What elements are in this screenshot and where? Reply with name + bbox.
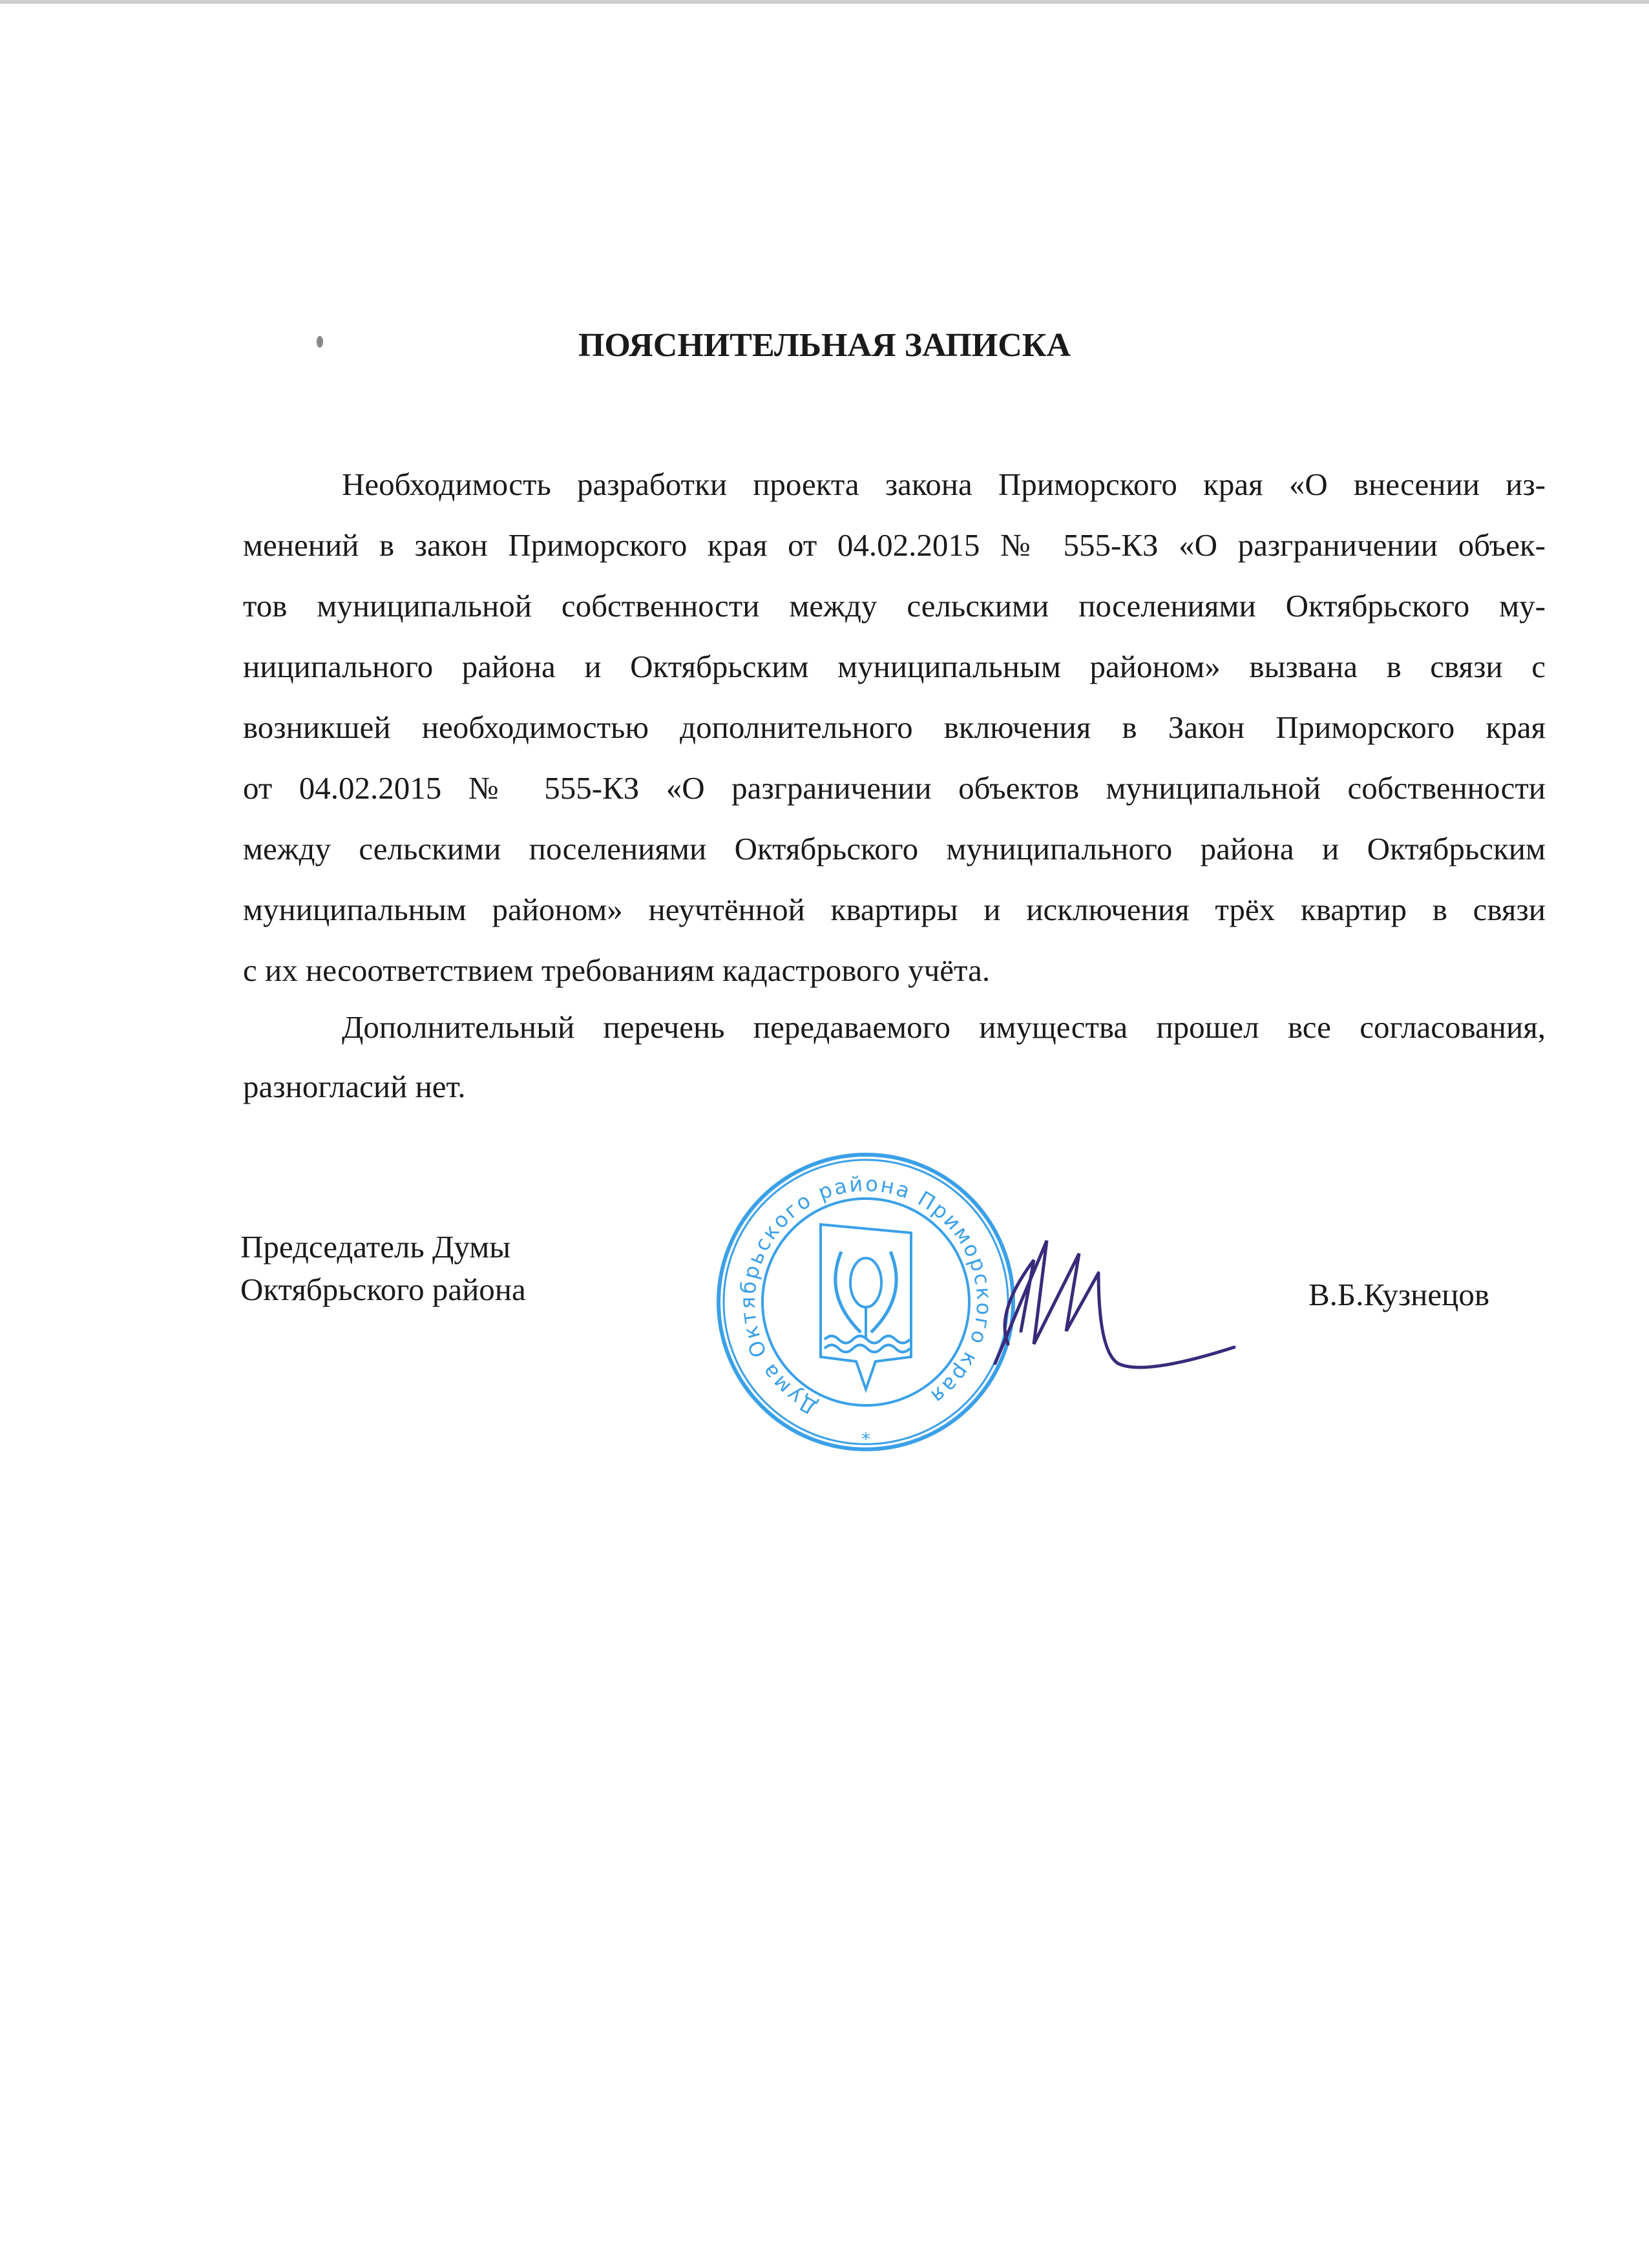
handwritten-signature bbox=[969, 1215, 1260, 1383]
stamp-text: Дума Октябрьского района Приморского края bbox=[735, 1171, 997, 1420]
text-line: муниципальным районом» неучтённой квартиры и исключения трёх квартир в связи bbox=[243, 892, 1546, 927]
text-line: между сельскими поселениями Октябрьского муниципального района и Октябрьским bbox=[243, 831, 1546, 866]
text-line: Необходимость разработки проекта закона Приморского края «О внесении из- bbox=[342, 467, 1546, 502]
text-line: менений в закон Приморского края от 04.02.2015 № 555-КЗ «О разграничении объек- bbox=[243, 527, 1546, 563]
text-line: ниципального района и Октябрьским муниципальным районом» вызвана в связи с bbox=[243, 649, 1546, 684]
stamp-star: * bbox=[861, 1429, 870, 1450]
scan-edge bbox=[0, 0, 1649, 4]
signatory-position-line1: Председатель Думы bbox=[240, 1229, 511, 1265]
text-line: возникшей необходимостью дополнительного включения в Закон Приморского края bbox=[243, 709, 1546, 745]
text-line: от 04.02.2015 № 555-КЗ «О разграничении объектов муниципальной собственности bbox=[243, 770, 1546, 806]
signatory-name: В.Б.Кузнецов bbox=[1308, 1277, 1490, 1312]
signatory-position-line2: Октябрьского района bbox=[240, 1272, 526, 1307]
text-line: тов муниципальной собственности между сельскими поселениями Октябрьского му- bbox=[243, 588, 1546, 624]
text-line: Дополнительный перечень передаваемого имущества прошел все согласования, bbox=[342, 1009, 1546, 1045]
text-line: с их несоответствием требованиям кадастрового учёта. bbox=[243, 952, 991, 988]
document-title: ПОЯСНИТЕЛЬНАЯ ЗАПИСКА bbox=[578, 327, 1071, 364]
text-line: разногласий нет. bbox=[243, 1069, 466, 1104]
